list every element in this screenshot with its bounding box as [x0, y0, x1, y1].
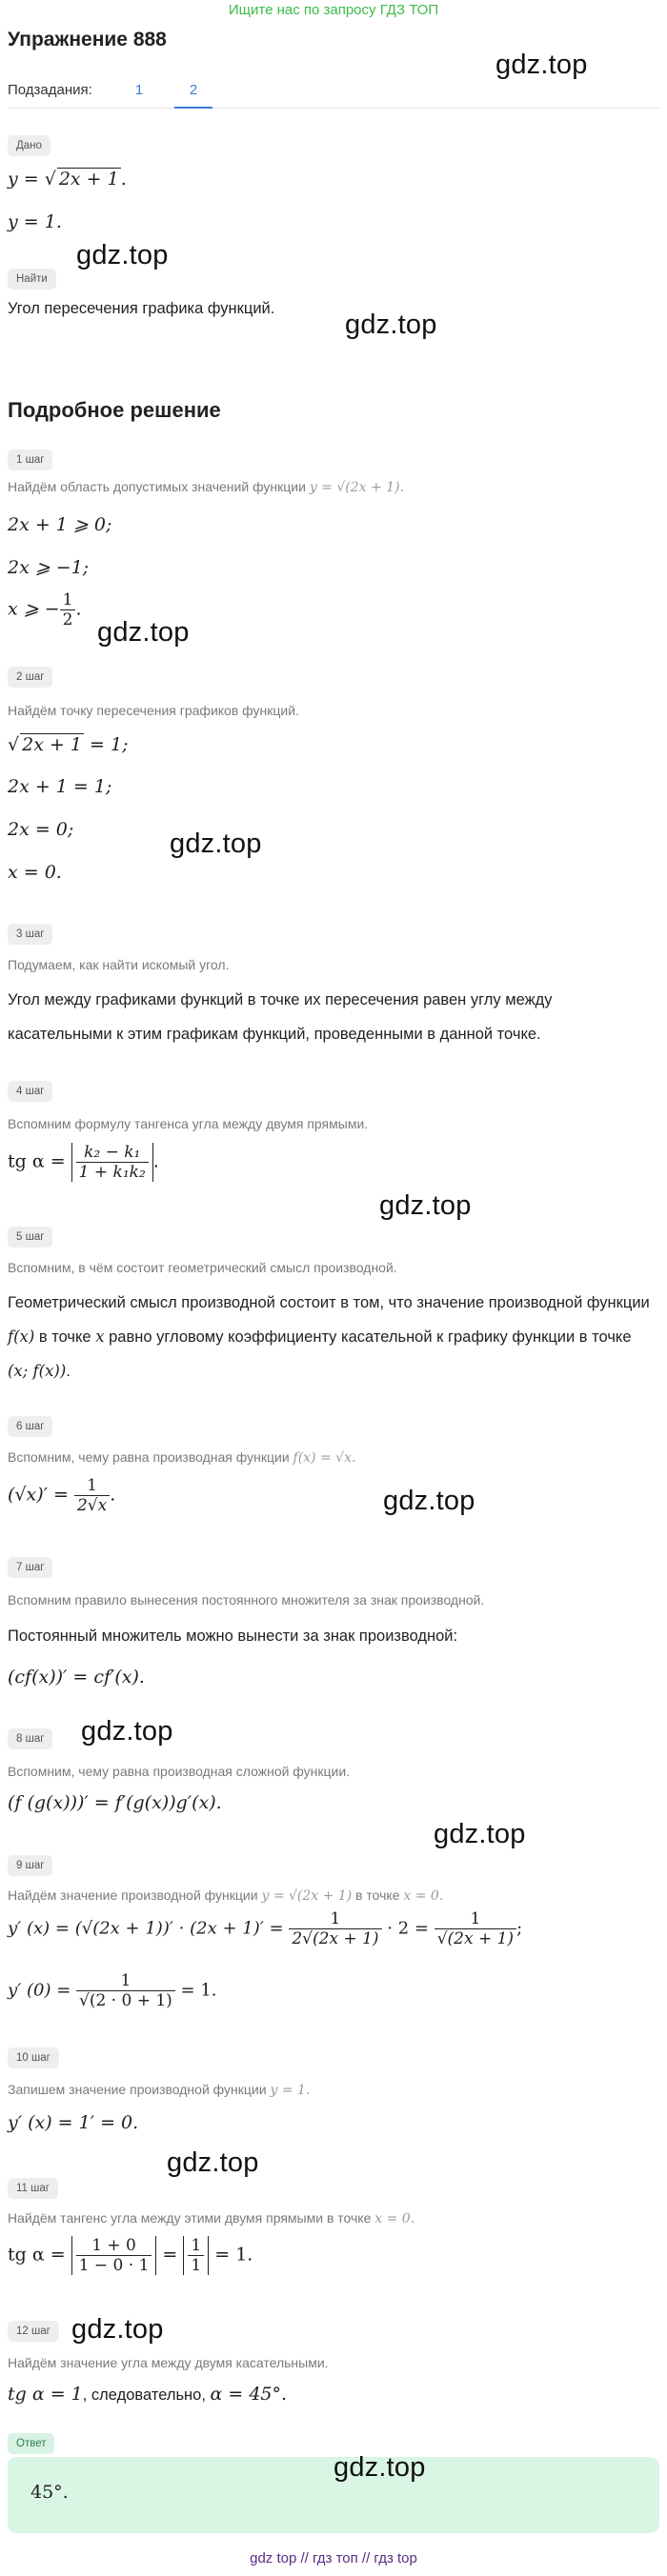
step-1-line-3: x ⩾ − $\frac{1}{2}$ . [8, 590, 82, 629]
step-4-badge: 4 шаг [8, 1081, 52, 1102]
step-10-badge: 10 шаг [8, 2047, 59, 2068]
step-2-badge: 2 шаг [8, 667, 52, 688]
watermark: gdz.top [71, 2314, 164, 2345]
step-11-formula: tg α = $\frac{1 + 0}{1 - 0 \cdot 1}$ = $\frac{1}{1}$ = 1. [8, 2236, 253, 2275]
find-badge: Найти [8, 269, 56, 290]
step-2-line-3: 2x = 0; [8, 819, 74, 840]
step-1-line-2: 2x ⩾ −1; [8, 557, 90, 578]
step-7-formula: (cf(x))′ = cf′(x). [8, 1667, 145, 1687]
answer-badge: Ответ [8, 2433, 54, 2454]
search-banner: Ищите нас по запросу ГДЗ ТОП [228, 2, 439, 18]
step-8-formula: (f (g(x)))′ = f′(g(x))g′(x). [8, 1792, 222, 1813]
step-1-hint: Найдём область допустимых значений функции y = √(2x + 1). [8, 479, 405, 495]
exercise-title: Упражнение 888 [8, 29, 167, 50]
watermark: gdz.top [345, 310, 437, 340]
step-11-badge: 11 шаг [8, 2178, 58, 2199]
step-11-hint: Найдём тангенс угла между этими двумя прямыми в точке x = 0. [8, 2210, 415, 2227]
watermark: gdz.top [81, 1716, 173, 1747]
step-10-formula: y′ (x) = 1′ = 0. [8, 2112, 139, 2133]
step-9-badge: 9 шаг [8, 1855, 52, 1876]
step-5-hint: Вспомним, в чём состоит геометрический смысл производной. [8, 1260, 397, 1275]
step-5-text: Геометрический смысл производной состоит в том, что значение производной функции f(x) в точке x равно угловому коэффициенту касательной к графику функции в точке (x; f(x)). [8, 1294, 650, 1380]
step-7-badge: 7 шаг [8, 1557, 52, 1578]
watermark: gdz.top [170, 829, 262, 859]
footer-links[interactable]: gdz top // гдз топ // гдз top [250, 2550, 417, 2566]
step-3-hint: Подумаем, как найти искомый угол. [8, 957, 230, 972]
step-6-hint: Вспомним, чему равна производная функции f(x) = √x. [8, 1449, 356, 1466]
find-text: Угол пересечения графика функций. [8, 300, 275, 317]
step-4-formula: tg α = $\frac{\text{k₂ − k₁}}{\text{1 + k₁k₂}}$ . [8, 1143, 159, 1182]
given-line-2: y = 1. [8, 211, 62, 232]
watermark: gdz.top [97, 617, 190, 648]
step-2-line-2: 2x + 1 = 1; [8, 776, 112, 797]
step-10-hint: Запишем значение производной функции y = 1. [8, 2082, 311, 2098]
step-9-line-2: y′ (0) = $\frac{1}{√(2 \cdot 0 + 1)}$ = 1. [8, 1971, 217, 2010]
step-7-text: Постоянный множитель можно вынести за знак производной: [8, 1627, 458, 1645]
step-9-line-1: y′ (x) = (√(2x + 1))′ · (2x + 1)′ = $\frac{1}{2√(2x + 1)}$ · 2 = $\frac{1}{√(2x + 1)}$ ; [8, 1909, 523, 1948]
step-5-badge: 5 шаг [8, 1227, 52, 1248]
step-6-badge: 6 шаг [8, 1416, 52, 1437]
step-2-line-1: √ 2x + 1 = 1; [8, 734, 129, 755]
step-12-formula: tg α = 1, следовательно, α = 45°. [8, 2384, 288, 2405]
step-3-text: Угол между графиками функций в точке их пересечения равен углу между касательными к этим графикам функций, проведенными в данной точке. [8, 991, 553, 1043]
step-2-line-4: x = 0. [8, 862, 62, 883]
step-2-hint: Найдём точку пересечения графиков функций. [8, 703, 299, 718]
watermark: gdz.top [379, 1190, 472, 1221]
step-8-badge: 8 шаг [8, 1728, 52, 1749]
subtask-tab-2[interactable]: 2 [174, 82, 212, 109]
watermark: gdz.top [434, 1819, 526, 1849]
step-9-hint: Найдём значение производной функции y = √(2x + 1) в точке x = 0. [8, 1887, 444, 1904]
subtasks-bar [8, 80, 659, 109]
step-1-badge: 1 шаг [8, 449, 52, 470]
subtasks-label: Подзадания: [8, 82, 92, 98]
step-8-hint: Вспомним, чему равна производная сложной функции. [8, 1764, 351, 1779]
given-badge: Дано [8, 135, 51, 156]
watermark: gdz.top [167, 2147, 259, 2178]
answer-value: 45°. [30, 2482, 69, 2503]
step-1-line-1: 2x + 1 ⩾ 0; [8, 514, 112, 535]
watermark: gdz.top [495, 50, 588, 80]
subtask-tab-1[interactable]: 1 [134, 82, 144, 98]
watermark: gdz.top [383, 1486, 475, 1516]
step-12-hint: Найдём значение угла между двумя касательными. [8, 2355, 329, 2370]
step-6-formula: (√x)′ = $\frac{1}{2√x}$ . [8, 1476, 116, 1515]
given-line-1: y = √ 2x + 1 . [8, 169, 127, 190]
watermark: gdz.top [334, 2452, 426, 2483]
step-3-badge: 3 шаг [8, 924, 52, 945]
step-4-hint: Вспомним формулу тангенса угла между двумя прямыми. [8, 1116, 369, 1131]
step-7-hint: Вспомним правило вынесения постоянного множителя за знак производной. [8, 1592, 485, 1608]
step-12-badge: 12 шаг [8, 2321, 59, 2342]
solution-title: Подробное решение [8, 398, 221, 422]
watermark: gdz.top [76, 240, 169, 270]
